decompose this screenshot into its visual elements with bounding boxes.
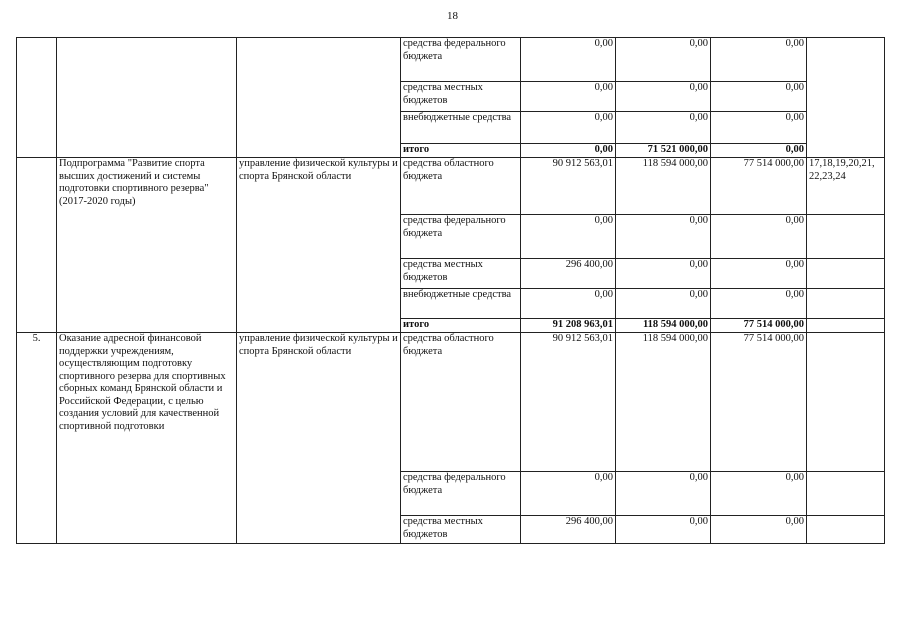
cell-indicators xyxy=(807,319,885,333)
cell-value: 296 400,00 xyxy=(521,516,616,544)
cell-value: 77 514 000,00 xyxy=(711,333,807,472)
cell-number xyxy=(17,158,57,333)
cell-value: 71 521 000,00 xyxy=(616,144,711,158)
cell-value: 0,00 xyxy=(711,38,807,82)
cell-value: 90 912 563,01 xyxy=(521,333,616,472)
cell-value: 91 208 963,01 xyxy=(521,319,616,333)
cell-value: 0,00 xyxy=(521,112,616,144)
cell-value: 0,00 xyxy=(616,259,711,289)
cell-executor xyxy=(237,38,401,158)
cell-indicators xyxy=(807,333,885,472)
cell-value: 0,00 xyxy=(711,472,807,516)
cell-value: 0,00 xyxy=(616,82,711,112)
cell-source: средства местных бюджетов xyxy=(401,259,521,289)
cell-value: 0,00 xyxy=(711,289,807,319)
cell-value: 0,00 xyxy=(711,516,807,544)
cell-value: 90 912 563,01 xyxy=(521,158,616,215)
cell-executor: управление физической культуры и спорта Брянской области xyxy=(237,158,401,333)
cell-indicators xyxy=(807,38,885,158)
cell-source: внебюджетные средства xyxy=(401,112,521,144)
cell-value: 0,00 xyxy=(521,215,616,259)
cell-value: 0,00 xyxy=(711,82,807,112)
cell-name: Оказание адресной финансовой поддержки учреждениям, осуществляющим подготовку спортивного резерва для спортивных сборных команд Брянской области и Российской Федерации, с целью создания условий для качественной спортивной подготовки xyxy=(57,333,237,544)
cell-source: средства местных бюджетов xyxy=(401,516,521,544)
cell-value: 0,00 xyxy=(711,215,807,259)
cell-name: Подпрограмма "Развитие спорта высших достижений и системы подготовки спортивного резерва" (2017-2020 годы) xyxy=(57,158,237,333)
cell-source: внебюджетные средства xyxy=(401,289,521,319)
cell-name xyxy=(57,38,237,158)
cell-value: 0,00 xyxy=(521,289,616,319)
cell-value: 0,00 xyxy=(616,38,711,82)
cell-source: средства областного бюджета xyxy=(401,333,521,472)
cell-value: 0,00 xyxy=(711,144,807,158)
cell-indicators xyxy=(807,259,885,289)
cell-value: 77 514 000,00 xyxy=(711,158,807,215)
cell-number: 5. xyxy=(17,333,57,544)
funding-table xyxy=(16,37,885,544)
cell-value: 0,00 xyxy=(521,38,616,82)
cell-source: итого xyxy=(401,144,521,158)
cell-value: 0,00 xyxy=(616,472,711,516)
page-number: 18 xyxy=(447,10,458,22)
cell-source: средства местных бюджетов xyxy=(401,82,521,112)
cell-value: 0,00 xyxy=(616,289,711,319)
cell-value: 118 594 000,00 xyxy=(616,319,711,333)
cell-value: 0,00 xyxy=(521,82,616,112)
cell-value: 0,00 xyxy=(521,472,616,516)
cell-value: 118 594 000,00 xyxy=(616,158,711,215)
cell-number xyxy=(17,38,57,158)
cell-indicators xyxy=(807,472,885,516)
cell-value: 77 514 000,00 xyxy=(711,319,807,333)
cell-source: итого xyxy=(401,319,521,333)
table-row xyxy=(17,158,885,215)
cell-indicators: 17,18,19,20,21, 22,23,24 xyxy=(807,158,885,215)
cell-indicators xyxy=(807,215,885,259)
cell-value: 118 594 000,00 xyxy=(616,333,711,472)
cell-value: 0,00 xyxy=(711,259,807,289)
cell-value: 0,00 xyxy=(616,112,711,144)
cell-value: 0,00 xyxy=(521,144,616,158)
table-row xyxy=(17,333,885,472)
cell-source: средства федерального бюджета xyxy=(401,38,521,82)
cell-value: 0,00 xyxy=(711,112,807,144)
cell-source: средства областного бюджета xyxy=(401,158,521,215)
cell-indicators xyxy=(807,516,885,544)
cell-value: 296 400,00 xyxy=(521,259,616,289)
cell-source: средства федерального бюджета xyxy=(401,472,521,516)
cell-value: 0,00 xyxy=(616,215,711,259)
cell-executor: управление физической культуры и спорта Брянской области xyxy=(237,333,401,544)
table-row xyxy=(17,38,885,82)
cell-source: средства федерального бюджета xyxy=(401,215,521,259)
cell-value: 0,00 xyxy=(616,516,711,544)
cell-indicators xyxy=(807,289,885,319)
